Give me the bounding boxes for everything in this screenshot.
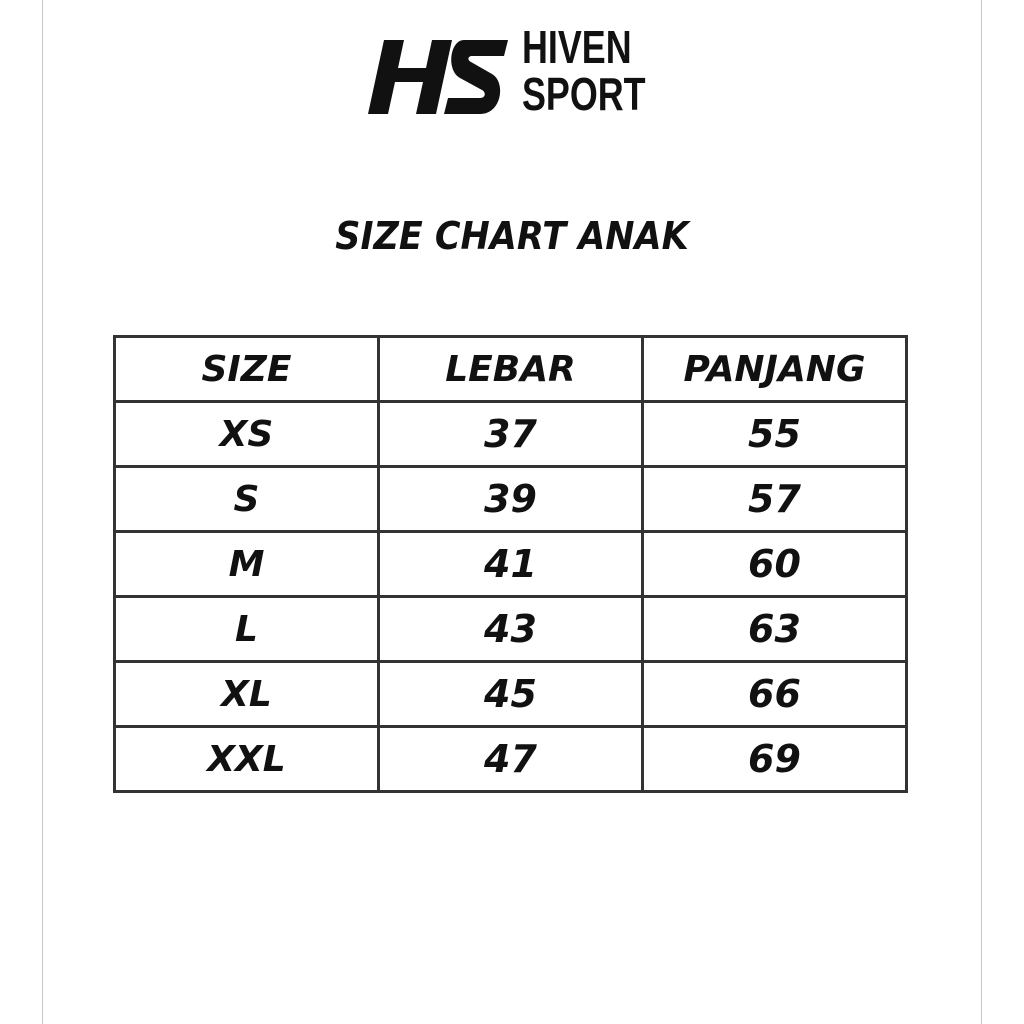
lebar-cell: 45 (379, 662, 643, 727)
size-cell: XXL (115, 727, 379, 792)
brand-name-line1: HIVEN (522, 21, 632, 73)
panjang-cell: 55 (643, 402, 907, 467)
table-row (115, 532, 907, 597)
brand-name (522, 21, 646, 120)
brand-name-line2: SPORT (522, 68, 646, 120)
hs-logo-icon (368, 34, 508, 118)
lebar-cell: 37 (379, 402, 643, 467)
table-row (115, 727, 907, 792)
panjang-cell: 60 (643, 532, 907, 597)
panjang-cell: 69 (643, 727, 907, 792)
panjang-cell: 66 (643, 662, 907, 727)
header-panjang: PANJANG (643, 337, 907, 402)
size-cell: M (115, 532, 379, 597)
right-page-edge (981, 0, 982, 1024)
brand-logo (368, 21, 668, 124)
left-page-edge (42, 0, 43, 1024)
table-row (115, 597, 907, 662)
size-cell: XL (115, 662, 379, 727)
lebar-cell: 47 (379, 727, 643, 792)
table-header-row (115, 337, 907, 402)
lebar-cell: 39 (379, 467, 643, 532)
table-row (115, 662, 907, 727)
size-cell: L (115, 597, 379, 662)
header-lebar: LEBAR (379, 337, 643, 402)
panjang-cell: 57 (643, 467, 907, 532)
size-cell: S (115, 467, 379, 532)
page-title: SIZE CHART ANAK (335, 214, 689, 258)
lebar-cell: 43 (379, 597, 643, 662)
table-row (115, 402, 907, 467)
size-table (113, 335, 908, 793)
lebar-cell: 41 (379, 532, 643, 597)
table-row (115, 467, 907, 532)
size-cell: XS (115, 402, 379, 467)
panjang-cell: 63 (643, 597, 907, 662)
header-size: SIZE (115, 337, 379, 402)
